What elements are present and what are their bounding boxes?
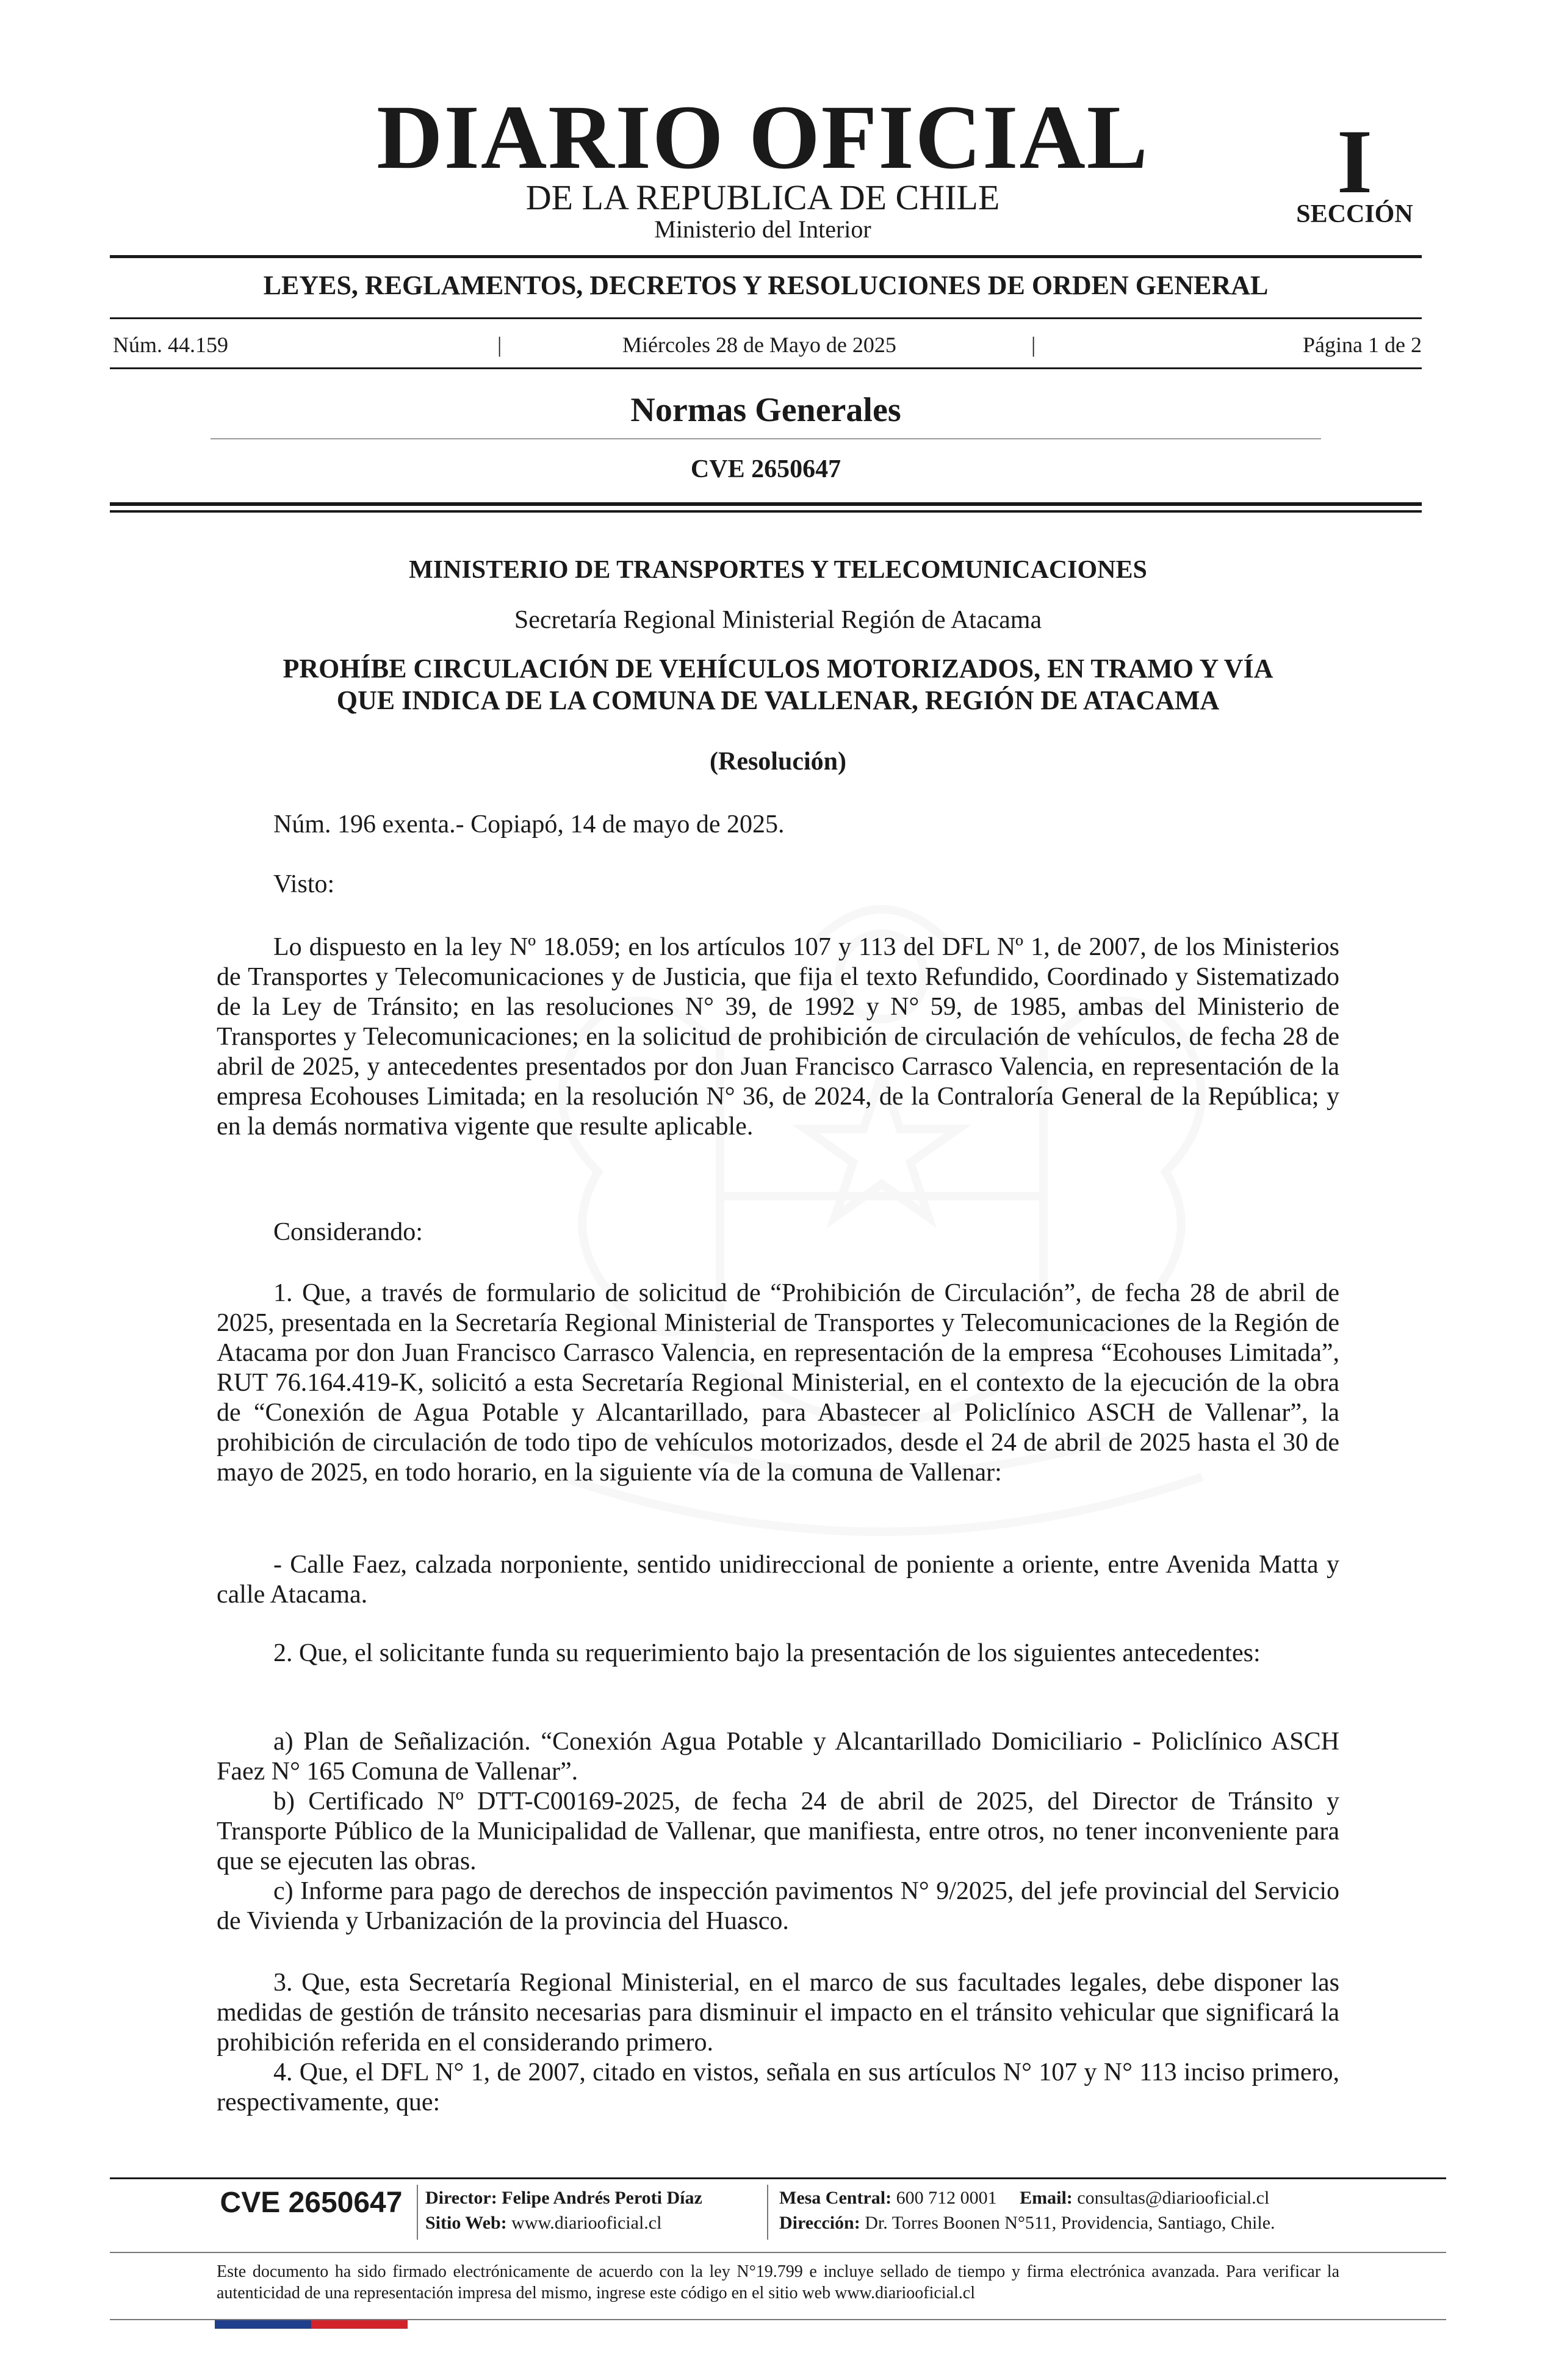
- flag-bar-red: [311, 2320, 408, 2329]
- considerando-2-a: a) Plan de Señalización. “Conexión Agua Potable y Alcantarillado Domiciliario - Policlínico ASCH Faez N° 165 Comuna de Vallenar”.: [217, 1728, 1339, 1786]
- address-label: Dirección:: [779, 2213, 860, 2233]
- email-label: Email:: [1020, 2188, 1073, 2208]
- issue-date: Miércoles 28 de Mayo de 2025: [622, 333, 896, 357]
- considerando-2-b: b) Certificado Nº DTT-C00169-2025, de fecha 24 de abril de 2025, del Director de Tránsito y Transporte Público de la Municipalidad de Vallenar, que manifiesta, entre otros, no tener inconveniente para que se ejecuten las obras.: [217, 1787, 1339, 1875]
- considerando-3: 3. Que, esta Secretaría Regional Ministerial, en el marco de sus facultades legales, debe disponer las medidas de gestión de tránsito necesarias para disminuir el impacto en el tránsito vehicular que significará la prohibición referida en el considerando primero.: [217, 1969, 1339, 2057]
- section-title-rule: [211, 438, 1321, 439]
- footer-website: [425, 2212, 661, 2234]
- considerando-2-c: c) Informe para pago de derechos de inspección pavimentos N° 9/2025, del jefe provincial del Servicio de Vivienda y Urbanización de la provincia del Huasco.: [217, 1877, 1339, 1935]
- footer-contact: [779, 2187, 1269, 2209]
- section-label: SECCIÓN: [1296, 200, 1413, 228]
- issue-number: Núm. 44.159: [113, 333, 228, 357]
- document-ministry: MINISTERIO DE TRANSPORTES Y TELECOMUNICACIONES: [409, 556, 1147, 584]
- address-text: Dr. Torres Boonen N°511, Providencia, Santiago, Chile.: [865, 2213, 1275, 2233]
- section-double-rule: [110, 502, 1422, 506]
- considerando-label: Considerando:: [273, 1218, 423, 1246]
- visto-paragraph: Lo dispuesto en la ley Nº 18.059; en los artículos 107 y 113 del DFL Nº 1, de 2007, de los Ministerios de Transportes y Telecomunicaciones y de Justicia, que fija el texto Refundido, Coordinado y Sistematizado de la Ley de Tránsito; en las resoluciones N° 39, de 1992 y N° 59, de 1985, ambas del Ministerio de Transportes y Telecomunicaciones; en la solicitud de prohibición de circulación de vehículos, de fecha 28 de abril de 2025, y antecedentes presentados por don Juan Francisco Carrasco Valencia, en representación de la empresa Ecohouses Limitada; en la resolución N° 36, de 2024, de la Contraloría General de la República; y en la demás normativa vigente que resulte aplicable.: [217, 933, 1339, 1141]
- document-title-line1: PROHÍBE CIRCULACIÓN DE VEHÍCULOS MOTORIZADOS, EN TRAMO Y VÍA: [283, 654, 1273, 683]
- document-type: (Resolución): [710, 748, 846, 776]
- considerando-1-item: - Calle Faez, calzada norponiente, sentido unidireccional de poniente a oriente, entre Avenida Matta y calle Atacama.: [217, 1551, 1339, 1609]
- masthead-ministry: Ministerio del Interior: [654, 215, 871, 243]
- section-double-rule: [110, 510, 1422, 513]
- footer-divider: [417, 2185, 418, 2240]
- considerando-2: 2. Que, el solicitante funda su requerimiento bajo la presentación de los siguientes antecedentes:: [273, 1639, 1261, 1667]
- director-label: Director:: [425, 2188, 497, 2208]
- director-name: Felipe Andrés Peroti Díaz: [502, 2188, 702, 2208]
- visto-label: Visto:: [273, 870, 335, 898]
- website-label: Sitio Web:: [425, 2213, 507, 2233]
- category-heading: LEYES, REGLAMENTOS, DECRETOS Y RESOLUCIONES DE ORDEN GENERAL: [263, 270, 1269, 300]
- website-link[interactable]: www.diariooficial.cl: [511, 2213, 662, 2233]
- document-title-line2: QUE INDICA DE LA COMUNA DE VALLENAR, REGIÓN DE ATACAMA: [336, 685, 1220, 715]
- footer-divider: [767, 2185, 768, 2240]
- flag-bar-blue: [215, 2320, 311, 2329]
- footer-director: [425, 2187, 702, 2209]
- document-office: Secretaría Regional Ministerial Región de Atacama: [514, 606, 1042, 634]
- page-number: Página 1 de 2: [1303, 333, 1422, 357]
- masthead-rule-top: [110, 255, 1422, 258]
- considerando-1: 1. Que, a través de formulario de solicitud de “Prohibición de Circulación”, de fecha 28 de abril de 2025, presentada en la Secretaría Regional Ministerial de Transportes y Telecomunicaciones de la Región de Atacama por don Juan Francisco Carrasco Valencia, en representación de la empresa “Ecohouses Limitada”, RUT 76.164.419-K, solicitó a esta Secretaría Regional Ministerial, en el contexto de la ejecución de la obra de “Conexión de Agua Potable y Alcantarillado, para Abastecer al Policlínico ASCH de Vallenar”, la prohibición de circulación de todo tipo de vehículos motorizados, desde el 24 de abril de 2025 hasta el 30 de mayo de 2025, en todo horario, en la siguiente vía de la comuna de Vallenar:: [217, 1279, 1339, 1487]
- footer-rule-top: [110, 2177, 1446, 2179]
- cve-code: CVE 2650647: [690, 455, 841, 483]
- issue-rule: [110, 367, 1422, 369]
- issue-separator: |: [497, 333, 502, 357]
- resolution-number: Núm. 196 exenta.- Copiapó, 14 de mayo de 2025.: [273, 810, 785, 838]
- section-number: I: [1336, 111, 1373, 212]
- newspaper-subtitle: DE LA REPUBLICA DE CHILE: [525, 178, 1000, 217]
- issue-separator: |: [1031, 333, 1036, 357]
- phone-label: Mesa Central:: [779, 2188, 892, 2208]
- email-link[interactable]: consultas@diariooficial.cl: [1077, 2188, 1270, 2208]
- considerando-4: 4. Que, el DFL N° 1, de 2007, citado en vistos, señala en sus artículos N° 107 y N° 113 inciso primero, respectivamente, que:: [217, 2058, 1339, 2116]
- footer-rule-middle: [110, 2252, 1446, 2253]
- newspaper-title: DIARIO OFICIAL: [376, 87, 1149, 188]
- footer-address: [779, 2212, 1275, 2234]
- category-rule: [110, 317, 1422, 319]
- phone-number: 600 712 0001: [896, 2188, 997, 2208]
- section-title: Normas Generales: [630, 391, 901, 429]
- footer-cve: CVE 2650647: [220, 2187, 403, 2219]
- footer-legal-notice: Este documento ha sido firmado electrónicamente de acuerdo con la ley N°19.799 e incluye sellado de tiempo y firma electrónica avanzada. Para verificar la autenticidad de una representación impresa del mismo, ingrese este código en el sitio web www.diariooficial.cl: [217, 2262, 1339, 2302]
